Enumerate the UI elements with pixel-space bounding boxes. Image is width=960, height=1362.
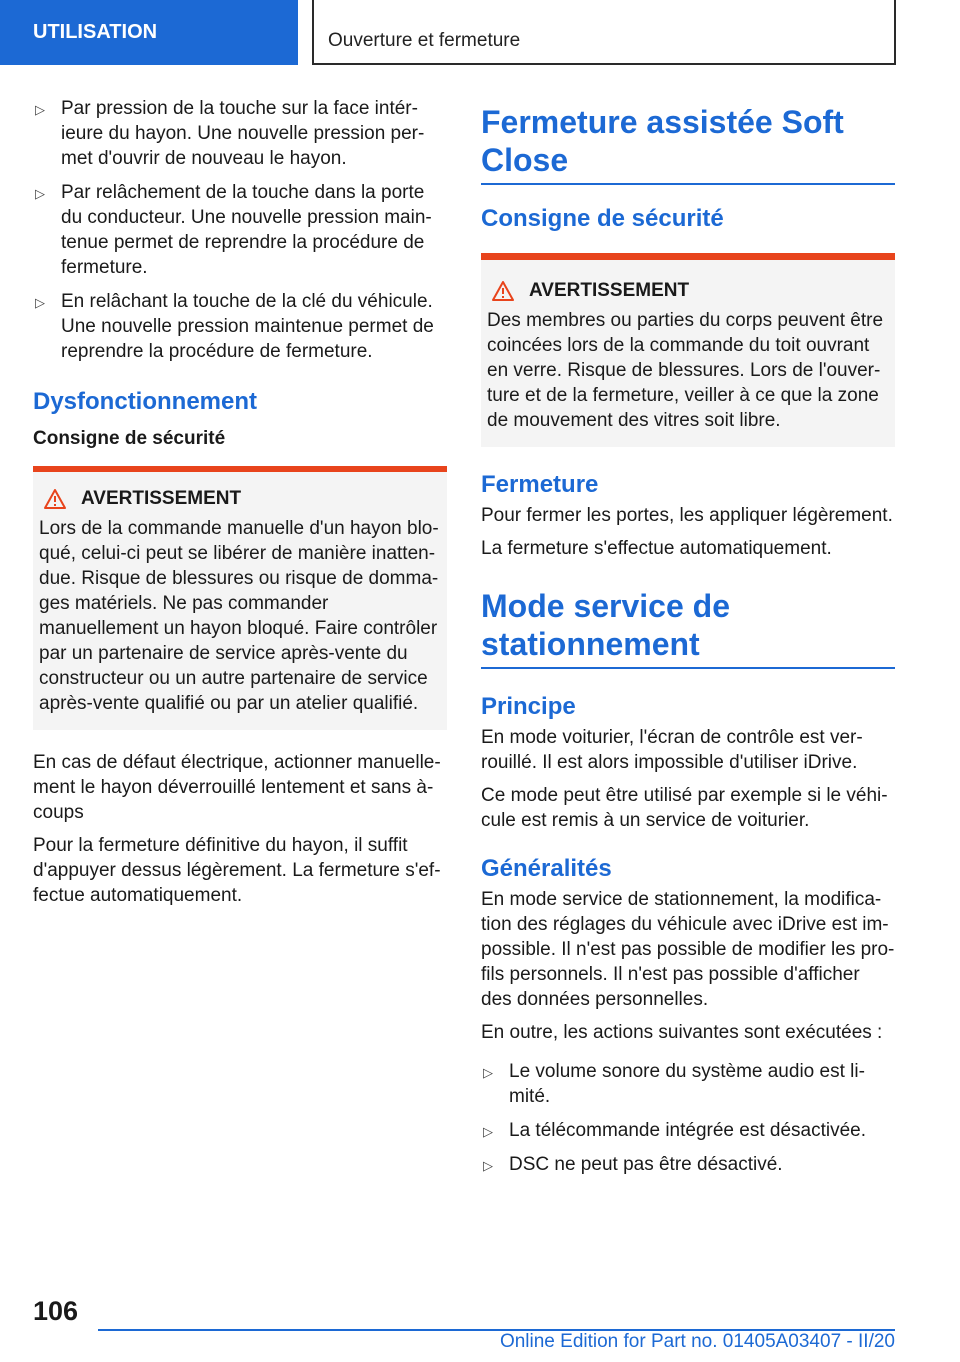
warning-title: AVERTISSEMENT: [529, 280, 690, 301]
warning-title: AVERTISSEMENT: [81, 488, 242, 509]
subsection-heading: Fermeture: [481, 471, 599, 498]
subsection-heading: Consigne de sécurité: [33, 428, 226, 449]
edition-note: Online Edition for Part no. 01405A03407 - II/20: [499, 1331, 895, 1352]
page-number: 106: [33, 1296, 79, 1326]
triangle-right-icon: ▷: [35, 186, 45, 201]
section-tab: UTILISATION: [0, 0, 298, 65]
subsection-heading: Principe: [481, 693, 576, 720]
paragraph: Ce mode peut être utilisé par exemple si le véhi-cule est remis à un service de voiturier.: [481, 785, 888, 831]
warning-box: [33, 466, 447, 730]
paragraph: La fermeture s'effectue automatiquement.: [481, 538, 832, 559]
triangle-right-icon: ▷: [35, 102, 45, 117]
section-heading: Consigne de sécurité: [481, 205, 724, 232]
warning-triangle-icon: [491, 280, 515, 302]
chapter-heading: Mode service de stationnement: [481, 587, 895, 669]
subsection-heading: Généralités: [481, 855, 612, 882]
list-item: ▷ Le volume sonore du système audio est li-mité.: [483, 1061, 865, 1107]
paragraph: Pour fermer les portes, les appliquer légèrement.: [481, 505, 893, 526]
paragraph: En outre, les actions suivantes sont exécutées :: [481, 1022, 883, 1043]
list-item: ▷ La télécommande intégrée est désactivée.: [481, 1118, 895, 1143]
list-item: ▷ DSC ne peut pas être désactivé.: [481, 1152, 895, 1177]
list-item: ▷ Par pression de la touche sur la face intér-ieure du hayon. Une nouvelle pression per-met d'ouvrir de nouveau le hayon.: [35, 98, 425, 169]
warning-box: [481, 253, 895, 447]
paragraph: En cas de défaut électrique, actionner manuelle-ment le hayon déverrouillé lentement et sans à-coups: [33, 752, 441, 823]
warning-text: Lors de la commande manuelle d'un hayon blo-qué, celui-ci peut se libérer de manière inatten-due. Risque de blessures ou risque de domma-ges matériels. Ne pas commander manuellement un hayon bloqué. Faire contrôler par un partenaire de service après-vente du constructeur ou un autre partenaire de service après-vente qualifié ou par un atelier qualifié.: [39, 518, 439, 714]
chapter-heading: Fermeture assistée Soft Close: [481, 103, 895, 185]
right-column: [481, 103, 895, 1186]
list-item: ▷ Par relâchement de la touche dans la porte du conducteur. Une nouvelle pression main-tenue permet de reprendre la procédure de fermeture.: [35, 182, 432, 278]
paragraph: En mode voiturier, l'écran de contrôle est ver-rouillé. Il est alors impossible d'utiliser iDrive.: [481, 727, 863, 773]
triangle-right-icon: ▷: [483, 1124, 493, 1139]
paragraph: Pour la fermeture définitive du hayon, il suffit d'appuyer dessus légèrement. La fermeture s'ef-fectue automatiquement.: [33, 835, 441, 906]
triangle-right-icon: ▷: [483, 1158, 493, 1173]
warning-text: Des membres ou parties du corps peuvent être coincées lors de la commande du toit ouvrant en verre. Risque de blessures. Lors de l'ouver-ture et de la fermeture, veiller à ce que la zone de mouvement des vitres soit libre.: [487, 310, 884, 431]
triangle-right-icon: ▷: [35, 295, 45, 310]
left-column: [33, 96, 447, 916]
section-heading: Dysfonctionnement: [33, 388, 258, 415]
chapter-title: Ouverture et fermeture: [312, 0, 896, 65]
triangle-right-icon: ▷: [483, 1065, 493, 1080]
list-item: ▷ En relâchant la touche de la clé du véhicule. Une nouvelle pression maintenue permet de reprendre la procédure de fermeture.: [35, 291, 434, 362]
warning-triangle-icon: [43, 488, 67, 510]
paragraph: En mode service de stationnement, la modifica-tion des réglages du véhicule avec iDrive est im-possible. Il n'est pas possible de modifier les pro-fils personnels. Il n'est pas possible d'afficher des données personnelles.: [481, 889, 895, 1010]
